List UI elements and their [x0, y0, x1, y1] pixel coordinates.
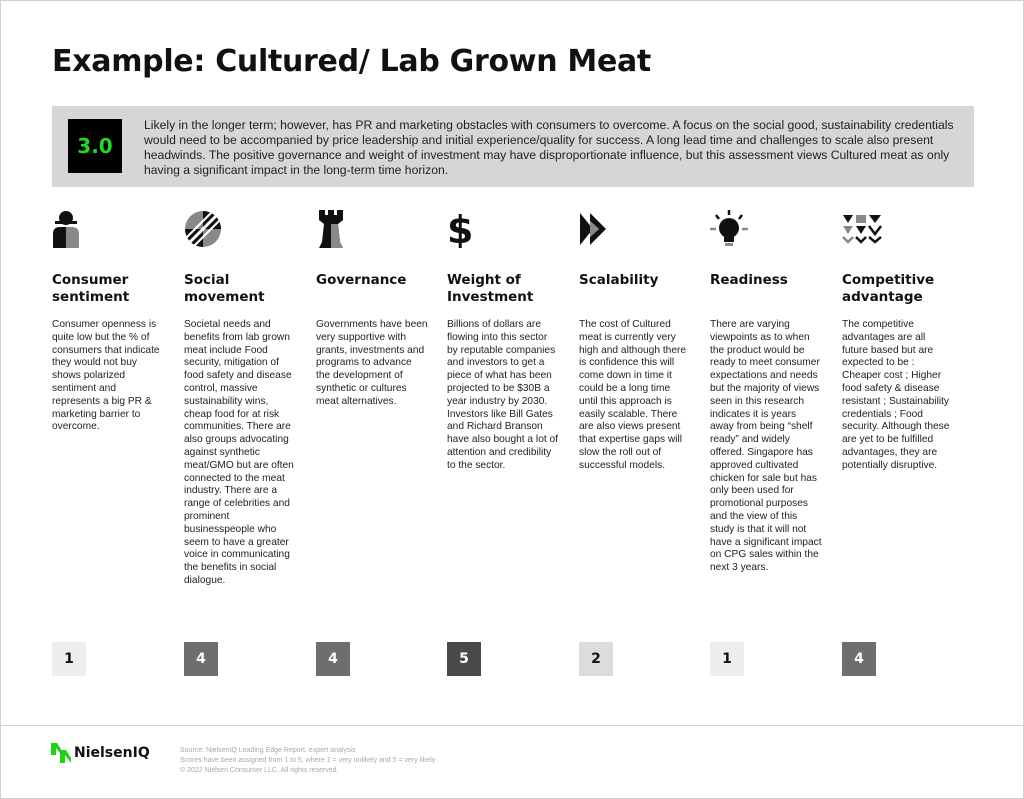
fast-forward-icon — [579, 210, 609, 248]
person-icon — [52, 210, 82, 248]
overall-score-badge: 3.0 — [68, 119, 122, 173]
score-readiness: 1 — [710, 642, 744, 676]
summary-panel — [52, 106, 974, 187]
factor-description: Governments have been very supportive with grants, investments and programs to advance the development of synthetic or cultures meat alternatives. — [316, 319, 428, 407]
factor-description: Societal needs and benefits from lab grown meat include Food security, mitigation of food safety and disease control, massive sustainability wins, cheap food for at risk communities. There are also groups advocating against synthetic meat/GMO but are often connected to the meat industry. There are a range of celebrities and prominent businesspeople who seem to have a greater voice in communicating the benefits in social dialogue. — [184, 319, 294, 586]
nielseniq-logo — [50, 742, 150, 764]
score-weight-of-investment: 5 — [447, 642, 481, 676]
score-scalability: 2 — [579, 642, 613, 676]
factor-heading: Competitive advantage — [842, 272, 935, 305]
tower-icon — [316, 210, 346, 248]
factor-weight-of-investment — [447, 210, 559, 471]
summary-text: Likely in the longer term; however, has PR and marketing obstacles with consumers to overcome. A focus on the social good, sustainability credentials would need to be accompanied by price leadership and initial experience/quality for success. A long lead time and challenges to scale also present headwinds. The positive governance and weight of investment may have disproportionate influence, but this assessment views Cultured meat as only having a significant impact in the long-term time horizon. — [144, 118, 954, 177]
factor-heading: Consumer sentiment — [52, 272, 130, 305]
score-competitive-advantage: 4 — [842, 642, 876, 676]
factor-scalability — [579, 210, 691, 471]
lightbulb-icon — [710, 210, 748, 248]
svg-text:$: $ — [447, 210, 474, 248]
factor-description: There are varying viewpoints as to when the product would be ready to meet consumer expectations and needs but the majority of views seen in this research indicates it is years away from being “shelf ready” and widely offered. Singapore has approved cultivated chicken for sale but has only been used for promotional purposes and the view of this study is that it will not have a significant impact on CPG sales within the next 3 years. — [710, 319, 822, 574]
factor-heading: Weight of Investment — [447, 272, 534, 305]
logo-wordmark: NielsenIQ — [74, 745, 150, 761]
pattern-icon — [842, 210, 882, 248]
score-social-movement: 4 — [184, 642, 218, 676]
score-consumer-sentiment: 1 — [52, 642, 86, 676]
factor-governance — [316, 210, 428, 407]
factor-social-movement — [184, 210, 296, 586]
factor-consumer-sentiment — [52, 210, 164, 433]
factor-competitive-advantage — [842, 210, 954, 471]
globe-icon — [184, 210, 222, 248]
dollar-icon — [447, 210, 477, 248]
factor-readiness — [710, 210, 822, 574]
factor-description: The cost of Cultured meat is currently very high and although there is confidence this will come down in time it could be a long time until this approach is easily scalable. There are also views present that expertise gaps will slow the roll out of successful models. — [579, 319, 687, 471]
factor-description: Consumer openness is quite low but the % of consumers that indicate they would not buy shows polarized sentiment and represents a big PR & marketing barrier to overcome. — [52, 319, 160, 433]
nielseniq-logo-icon — [50, 742, 72, 764]
factor-heading: Readiness — [710, 272, 788, 288]
factor-description: Billions of dollars are flowing into this sector by reputable companies and investors to get a piece of what has been projected to be $30B a year industry by 2030. Investors like Bill Gates and Richard Branson have also bought a lot of attention and credibility to the sector. — [447, 319, 559, 471]
footer-divider — [0, 725, 1024, 726]
factor-heading: Social movement — [184, 272, 265, 305]
footnote — [180, 746, 580, 776]
scale-note: Scores have been assigned from 1 to 5, where 1 = very unlikely and 5 = very likely — [180, 757, 436, 764]
factor-heading: Governance — [316, 272, 407, 288]
factor-heading: Scalability — [579, 272, 659, 288]
source-note: Source: NielsenIQ Leading Edge Report, expert analysis — [180, 747, 356, 754]
page-title: Example: Cultured/ Lab Grown Meat — [52, 44, 651, 79]
score-governance: 4 — [316, 642, 350, 676]
copyright-note: © 2022 Nielsen Consumer LLC. All rights reserved. — [180, 767, 339, 774]
factor-description: The competitive advantages are all future based but are expected to be : Cheaper cost ; Higher food safety & disease resistant ; Sustainability credentials ; Food security. Although these are yet to be fulfilled advantages, they are potentially disruptive. — [842, 319, 950, 471]
